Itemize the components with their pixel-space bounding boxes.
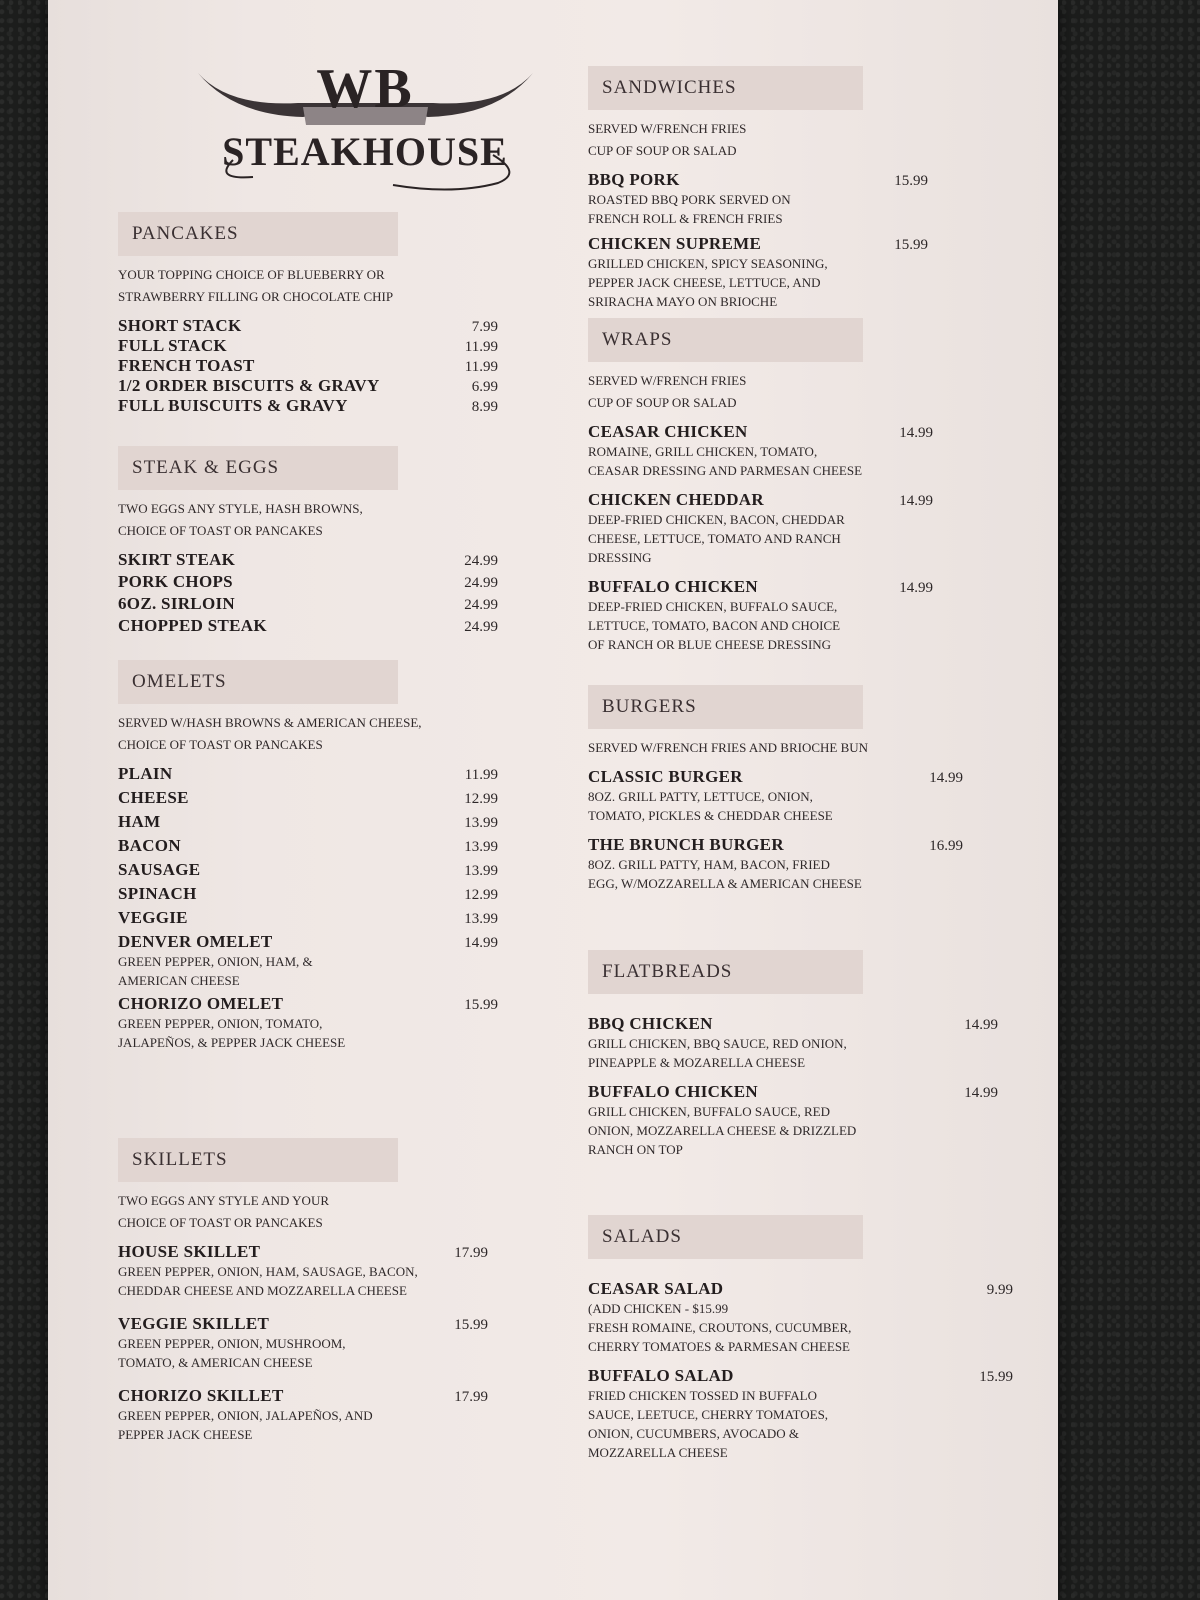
item-name: SPINACH bbox=[118, 884, 197, 903]
menu-section bbox=[588, 66, 1058, 311]
menu-item bbox=[118, 932, 558, 990]
item-price: 15.99 bbox=[894, 173, 928, 189]
item-price: 15.99 bbox=[454, 1317, 488, 1333]
item-price: 14.99 bbox=[964, 1085, 998, 1101]
item-name: SAUSAGE bbox=[118, 860, 201, 879]
menu-section bbox=[588, 1215, 1058, 1462]
section-note: SERVED W/FRENCH FRIES AND BRIOCHE BUN bbox=[588, 740, 869, 755]
item-price: 7.99 bbox=[471, 319, 498, 335]
item-name: HOUSE SKILLET bbox=[118, 1242, 261, 1261]
section-title: SKILLETS bbox=[118, 1138, 398, 1182]
section-title: PANCAKES bbox=[118, 212, 398, 256]
menu-item bbox=[588, 1082, 1058, 1159]
item-price: 14.99 bbox=[464, 935, 498, 951]
section-note: TWO EGGS ANY STYLE AND YOUR CHOICE OF TOAST OR PANCAKES bbox=[118, 1193, 330, 1230]
item-price: 14.99 bbox=[899, 580, 933, 596]
item-name: PORK CHOPS bbox=[118, 572, 233, 591]
item-name: FRENCH TOAST bbox=[118, 356, 255, 375]
menu-item bbox=[118, 836, 558, 856]
item-description: FRIED CHICKEN TOSSED IN BUFFALO SAUCE, LEETUCE, CHERRY TOMATOES, ONION, CUCUMBERS, AVOCADO & MOZZARELLA CHEESE bbox=[588, 1388, 829, 1460]
item-description: GRILL CHICKEN, BBQ SAUCE, RED ONION, PINEAPPLE & MOZARELLA CHEESE bbox=[588, 1036, 847, 1070]
item-description: GREEN PEPPER, ONION, JALAPEÑOS, AND PEPPER JACK CHEESE bbox=[118, 1408, 373, 1442]
item-description: DEEP-FRIED CHICKEN, BUFFALO SAUCE, LETTUCE, TOMATO, BACON AND CHOICE OF RANCH OR BLUE CHEESE DRESSING bbox=[588, 599, 841, 652]
item-price: 15.99 bbox=[894, 237, 928, 253]
item-name: BBQ CHICKEN bbox=[588, 1014, 713, 1033]
item-price: 9.99 bbox=[986, 1282, 1013, 1298]
menu-item bbox=[118, 764, 558, 784]
item-price: 13.99 bbox=[464, 863, 498, 879]
item-name: CHEESE bbox=[118, 788, 189, 807]
section-title: STEAK & EGGS bbox=[118, 446, 398, 490]
section-note: TWO EGGS ANY STYLE, HASH BROWNS, CHOICE OF TOAST OR PANCAKES bbox=[118, 501, 363, 538]
item-price: 6.99 bbox=[471, 379, 498, 395]
menu-item bbox=[118, 616, 558, 636]
menu-item bbox=[588, 422, 1058, 480]
menu-item bbox=[118, 1386, 558, 1444]
item-price: 13.99 bbox=[464, 815, 498, 831]
logo-initials: WB bbox=[316, 58, 414, 120]
item-name: SHORT STACK bbox=[118, 316, 242, 335]
menu-section bbox=[118, 1138, 558, 1444]
item-price: 14.99 bbox=[899, 425, 933, 441]
section-note: SERVED W/FRENCH FRIES CUP OF SOUP OR SALAD bbox=[588, 373, 747, 410]
section-title: SALADS bbox=[588, 1215, 863, 1259]
item-price: 24.99 bbox=[464, 575, 498, 591]
item-name: CHOPPED STEAK bbox=[118, 616, 267, 635]
menu-item bbox=[118, 572, 558, 592]
item-name: BUFFALO SALAD bbox=[588, 1366, 734, 1385]
section-title: OMELETS bbox=[118, 660, 398, 704]
item-name: CEASAR SALAD bbox=[588, 1279, 724, 1298]
menu-section bbox=[588, 318, 1058, 654]
item-description: GREEN PEPPER, ONION, MUSHROOM, TOMATO, & AMERICAN CHEESE bbox=[118, 1336, 346, 1370]
item-price: 17.99 bbox=[454, 1245, 488, 1261]
item-price: 11.99 bbox=[464, 767, 498, 783]
menu-item bbox=[118, 356, 558, 376]
item-price: 15.99 bbox=[464, 997, 498, 1013]
item-price: 14.99 bbox=[929, 770, 963, 786]
item-name: VEGGIE bbox=[118, 908, 188, 927]
item-price: 24.99 bbox=[464, 553, 498, 569]
menu-section bbox=[118, 660, 558, 1052]
menu-item bbox=[118, 594, 558, 614]
menu-item bbox=[588, 170, 1058, 228]
menu-item bbox=[118, 994, 558, 1052]
item-description: GREEN PEPPER, ONION, HAM, SAUSAGE, BACON, CHEDDAR CHEESE AND MOZZARELLA CHEESE bbox=[118, 1264, 418, 1298]
menu-item bbox=[118, 812, 558, 832]
section-note: SERVED W/FRENCH FRIES CUP OF SOUP OR SALAD bbox=[588, 121, 747, 158]
item-description: 8OZ. GRILL PATTY, HAM, BACON, FRIED EGG, W/MOZZARELLA & AMERICAN CHEESE bbox=[588, 857, 862, 891]
item-name: BUFFALO CHICKEN bbox=[588, 1082, 758, 1101]
item-price: 12.99 bbox=[464, 887, 498, 903]
item-description: ROASTED BBQ PORK SERVED ON FRENCH ROLL & FRENCH FRIES bbox=[588, 192, 791, 226]
item-price: 14.99 bbox=[964, 1017, 998, 1033]
item-name: HAM bbox=[118, 812, 161, 831]
item-price: 8.99 bbox=[471, 399, 498, 415]
item-name: 1/2 ORDER BISCUITS & GRAVY bbox=[118, 376, 380, 395]
item-name: SKIRT STEAK bbox=[118, 550, 236, 569]
menu-item bbox=[118, 908, 558, 928]
item-name: PLAIN bbox=[118, 764, 173, 783]
menu-item bbox=[588, 234, 1058, 311]
item-name: CLASSIC BURGER bbox=[588, 767, 743, 786]
item-name: BUFFALO CHICKEN bbox=[588, 577, 758, 596]
item-price: 17.99 bbox=[454, 1389, 488, 1405]
item-price: 14.99 bbox=[899, 493, 933, 509]
item-price: 24.99 bbox=[464, 619, 498, 635]
item-description: (ADD CHICKEN - $15.99 FRESH ROMAINE, CROUTONS, CUCUMBER, CHERRY TOMATOES & PARMESAN CHEESE bbox=[588, 1301, 852, 1354]
menu-item bbox=[118, 376, 558, 396]
menu-item bbox=[588, 1366, 1058, 1462]
item-description: 8OZ. GRILL PATTY, LETTUCE, ONION, TOMATO, PICKLES & CHEDDAR CHEESE bbox=[588, 789, 833, 823]
item-name: CHORIZO OMELET bbox=[118, 994, 284, 1013]
item-name: CEASAR CHICKEN bbox=[588, 422, 748, 441]
menu-item bbox=[118, 316, 558, 336]
item-price: 12.99 bbox=[464, 791, 498, 807]
menu-item bbox=[588, 767, 1058, 825]
menu-item bbox=[118, 788, 558, 808]
section-title: WRAPS bbox=[588, 318, 863, 362]
menu-item bbox=[118, 336, 558, 356]
item-name: THE BRUNCH BURGER bbox=[588, 835, 784, 854]
menu-section bbox=[118, 446, 558, 636]
menu-item bbox=[588, 1279, 1058, 1356]
wb-steakhouse-logo bbox=[193, 55, 538, 200]
item-name: FULL BUISCUITS & GRAVY bbox=[118, 396, 348, 415]
item-description: ROMAINE, GRILL CHICKEN, TOMATO, CEASAR DRESSING AND PARMESAN CHEESE bbox=[588, 444, 863, 478]
section-note: YOUR TOPPING CHOICE OF BLUEBERRY OR STRAWBERRY FILLING OR CHOCOLATE CHIP bbox=[118, 267, 394, 304]
menu-item bbox=[118, 884, 558, 904]
section-title: BURGERS bbox=[588, 685, 863, 729]
menu-item bbox=[588, 1014, 1058, 1072]
item-name: VEGGIE SKILLET bbox=[118, 1314, 270, 1333]
item-price: 15.99 bbox=[979, 1369, 1013, 1385]
item-price: 11.99 bbox=[464, 359, 498, 375]
item-description: GRILLED CHICKEN, SPICY SEASONING, PEPPER JACK CHEESE, LETTUCE, AND SRIRACHA MAYO ON BRIOCHE bbox=[588, 256, 828, 309]
item-name: 6OZ. SIRLOIN bbox=[118, 594, 235, 613]
menu-section bbox=[588, 685, 1058, 893]
menu-section bbox=[118, 212, 558, 416]
item-price: 11.99 bbox=[464, 339, 498, 355]
menu-item bbox=[588, 835, 1058, 893]
item-description: GREEN PEPPER, ONION, HAM, & AMERICAN CHEESE bbox=[118, 954, 313, 988]
item-description: GRILL CHICKEN, BUFFALO SAUCE, RED ONION, MOZZARELLA CHEESE & DRIZZLED RANCH ON TOP bbox=[588, 1104, 857, 1157]
item-price: 24.99 bbox=[464, 597, 498, 613]
item-price: 16.99 bbox=[929, 838, 963, 854]
menu-item bbox=[118, 550, 558, 570]
item-name: CHICKEN SUPREME bbox=[588, 234, 762, 253]
section-title: FLATBREADS bbox=[588, 950, 863, 994]
item-description: DEEP-FRIED CHICKEN, BACON, CHEDDAR CHEESE, LETTUCE, TOMATO AND RANCH DRESSING bbox=[588, 512, 845, 565]
menu-section bbox=[588, 950, 1058, 1159]
menu-item bbox=[118, 1314, 558, 1372]
section-note: SERVED W/HASH BROWNS & AMERICAN CHEESE, CHOICE OF TOAST OR PANCAKES bbox=[118, 715, 422, 752]
menu-item bbox=[588, 577, 1058, 654]
section-title: SANDWICHES bbox=[588, 66, 863, 110]
item-name: CHORIZO SKILLET bbox=[118, 1386, 284, 1405]
menu-item bbox=[118, 1242, 558, 1300]
logo-wordmark: STEAKHOUSE bbox=[222, 129, 508, 174]
item-name: DENVER OMELET bbox=[118, 932, 273, 951]
item-name: CHICKEN CHEDDAR bbox=[588, 490, 764, 509]
longhorn-logo-icon bbox=[193, 55, 538, 200]
item-price: 13.99 bbox=[464, 839, 498, 855]
item-description: GREEN PEPPER, ONION, TOMATO, JALAPEÑOS, & PEPPER JACK CHEESE bbox=[118, 1016, 346, 1050]
menu-item bbox=[118, 396, 558, 416]
item-name: BACON bbox=[118, 836, 181, 855]
menu-item bbox=[118, 860, 558, 880]
menu-sheet bbox=[48, 0, 1058, 1600]
menu-item bbox=[588, 490, 1058, 567]
item-name: FULL STACK bbox=[118, 336, 227, 355]
item-name: BBQ PORK bbox=[588, 170, 680, 189]
item-price: 13.99 bbox=[464, 911, 498, 927]
